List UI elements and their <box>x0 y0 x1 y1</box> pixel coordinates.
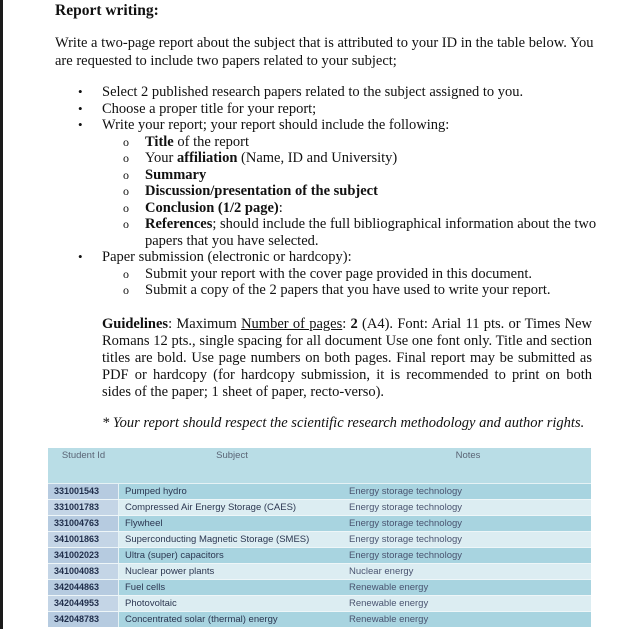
cell-subject: Fuel cells <box>119 580 347 595</box>
sub-list-item: o References; should include the full bibliographical information about the two papers that you have selected. <box>123 216 597 249</box>
table-row <box>48 515 591 531</box>
cell-notes: Energy storage technology <box>347 548 591 563</box>
table-header <box>48 448 591 484</box>
sub-list-item: o Your affiliation (Name, ID and University) <box>123 150 398 166</box>
sub-list-item: o Summary <box>123 166 207 183</box>
list-item: • Paper submission (electronic or hardcopy): <box>78 249 352 265</box>
circle-bullet-icon: o <box>123 167 129 182</box>
intro-paragraph: Write a two-page report about the subject that is attributed to your ID in the table below. You are requested to include two papers related to your subject; <box>55 35 594 69</box>
bullet-icon: • <box>78 249 83 264</box>
sub-list-item: o Title of the report <box>123 133 250 150</box>
guidelines-paragraph: Guidelines: Maximum Number of pages: 2 (A4). Font: Arial 11 pts. or Times New Romans 12 pts., single spacing for all document Use one font only. Title and section titles are bold. Use page numbers on both pages. Final report may be submitted as PDF or hardcopy (for hardcopy submission, it is recommended to print on both sides of the paper; 1 sheet of paper, recto-verso). <box>102 316 592 400</box>
circle-bullet-icon: o <box>123 283 129 297</box>
cell-student-id: 331001783 <box>48 500 119 515</box>
table-row <box>48 531 591 547</box>
header-notes: Notes <box>455 450 481 461</box>
cell-subject: Compressed Air Energy Storage (CAES) <box>119 500 347 515</box>
cell-subject: Flywheel <box>119 516 347 531</box>
cell-notes: Energy storage technology <box>347 484 591 499</box>
page-edge-border <box>0 0 3 629</box>
table-row <box>48 595 591 611</box>
cell-student-id: 341001863 <box>48 532 119 547</box>
cell-notes: Energy storage technology <box>347 500 591 515</box>
table-row <box>48 579 591 595</box>
cell-student-id: 341002023 <box>48 548 119 563</box>
list-item: • Select 2 published research papers related to the subject assigned to you. <box>78 84 524 100</box>
section-heading: Report writing: <box>55 2 159 19</box>
list-item: • Write your report; your report should include the following: <box>78 117 450 133</box>
cell-notes: Energy storage technology <box>347 516 591 531</box>
bullet-icon: • <box>78 100 83 116</box>
bullet-icon: • <box>78 84 83 99</box>
circle-bullet-icon: o <box>123 266 129 281</box>
circle-bullet-icon: o <box>123 217 129 231</box>
cell-notes: Renewable energy <box>347 580 591 595</box>
cell-subject: Concentrated solar (thermal) energy <box>119 612 347 627</box>
cell-subject: Photovoltaic <box>119 596 347 611</box>
header-student-id: Student Id <box>61 450 106 461</box>
cell-subject: Nuclear power plants <box>119 564 347 579</box>
table-row <box>48 484 591 499</box>
instructions-list <box>78 84 618 299</box>
circle-bullet-icon: o <box>123 184 129 198</box>
cell-student-id: 342044863 <box>48 580 119 595</box>
table-row <box>48 611 591 627</box>
list-item: • Choose a proper title for your report; <box>78 100 317 117</box>
cell-subject: Pumped hydro <box>119 484 347 499</box>
cell-subject: Superconducting Magnetic Storage (SMES) <box>119 532 347 547</box>
sub-list-item: o Submit a copy of the 2 papers that you have used to write your report. <box>123 282 551 298</box>
cell-subject: Ultra (super) capacitors <box>119 548 347 563</box>
table-row <box>48 547 591 563</box>
cell-student-id: 342044953 <box>48 596 119 611</box>
methodology-note: * Your report should respect the scientific research methodology and author rights. <box>102 415 585 431</box>
bullet-icon: • <box>78 117 83 132</box>
circle-bullet-icon: o <box>123 200 129 215</box>
circle-bullet-icon: o <box>123 134 129 149</box>
cell-student-id: 341004083 <box>48 564 119 579</box>
cell-notes: Renewable energy <box>347 612 591 627</box>
circle-bullet-icon: o <box>123 151 129 165</box>
cell-student-id: 331001543 <box>48 484 119 499</box>
sub-list-item: o Conclusion (1/2 page): <box>123 199 283 216</box>
cell-student-id: 331004763 <box>48 516 119 531</box>
header-subject: Subject <box>216 450 248 461</box>
cell-notes: Nuclear energy <box>347 564 591 579</box>
sub-list-item: o Discussion/presentation of the subject <box>123 183 378 199</box>
subject-assignment-table <box>48 448 591 627</box>
cell-notes: Renewable energy <box>347 596 591 611</box>
cell-notes: Energy storage technology <box>347 532 591 547</box>
sub-list-item: o Submit your report with the cover page provided in this document. <box>123 265 532 282</box>
table-row <box>48 563 591 579</box>
table-row <box>48 499 591 515</box>
cell-student-id: 342048783 <box>48 612 119 627</box>
